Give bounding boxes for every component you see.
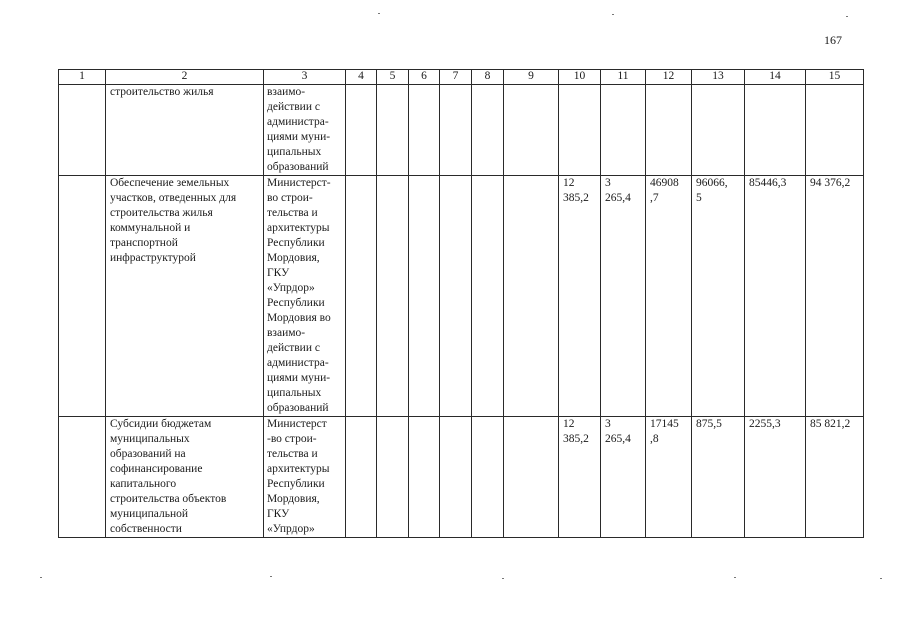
value-cell	[692, 85, 745, 176]
executor-cell: Министерст -во строи- тельства и архитектуры Республики Мордовия, ГКУ «Упрдор»	[264, 417, 346, 538]
table-cell	[346, 176, 377, 417]
value-cell: 17145 ,8	[646, 417, 692, 538]
budget-table	[58, 69, 864, 538]
value-cell	[806, 85, 864, 176]
value-cell	[559, 85, 601, 176]
table-cell	[472, 417, 504, 538]
activity-name-cell: Субсидии бюджетам муниципальных образований на софинансирование капитального строительства объектов муниципальной собственности	[106, 417, 264, 538]
value-cell: 2255,3	[745, 417, 806, 538]
value-cell	[745, 85, 806, 176]
scan-speck	[270, 576, 272, 577]
value-cell: 85446,3	[745, 176, 806, 417]
table-cell	[377, 85, 409, 176]
column-header: 10	[559, 70, 601, 85]
table-row	[59, 85, 864, 176]
scan-speck	[846, 16, 848, 17]
scan-speck	[880, 578, 882, 579]
table-row	[59, 176, 864, 417]
table-cell	[346, 417, 377, 538]
table-cell	[377, 176, 409, 417]
value-cell: 12 385,2	[559, 176, 601, 417]
table-cell	[409, 85, 440, 176]
value-cell: 94 376,2	[806, 176, 864, 417]
table-cell	[346, 85, 377, 176]
scan-speck	[612, 14, 614, 15]
column-header: 2	[106, 70, 264, 85]
column-header: 5	[377, 70, 409, 85]
activity-name-cell: Обеспечение земельных участков, отведенных для строительства жилья коммунальной и транспортной инфраструктурой	[106, 176, 264, 417]
value-cell: 96066, 5	[692, 176, 745, 417]
column-header: 7	[440, 70, 472, 85]
table-cell	[504, 176, 559, 417]
column-header: 11	[601, 70, 646, 85]
column-header: 9	[504, 70, 559, 85]
scan-speck	[378, 13, 380, 14]
executor-cell: взаимо- действии с администра- циями муни- ципальных образований	[264, 85, 346, 176]
value-cell	[601, 85, 646, 176]
value-cell: 3 265,4	[601, 417, 646, 538]
table-cell	[504, 417, 559, 538]
activity-name-cell: строительство жилья	[106, 85, 264, 176]
column-header: 3	[264, 70, 346, 85]
table-cell	[472, 85, 504, 176]
table-cell	[59, 417, 106, 538]
value-cell: 85 821,2	[806, 417, 864, 538]
table-cell	[472, 176, 504, 417]
scan-speck	[734, 577, 736, 578]
column-header: 8	[472, 70, 504, 85]
scan-speck	[502, 578, 504, 579]
table-cell	[440, 176, 472, 417]
table-row	[59, 417, 864, 538]
column-header: 4	[346, 70, 377, 85]
value-cell	[646, 85, 692, 176]
value-cell: 3 265,4	[601, 176, 646, 417]
column-header: 12	[646, 70, 692, 85]
column-header: 14	[745, 70, 806, 85]
column-header: 6	[409, 70, 440, 85]
table-cell	[504, 85, 559, 176]
table-cell	[59, 176, 106, 417]
table-cell	[409, 417, 440, 538]
page-number: 167	[824, 33, 842, 47]
scan-speck	[40, 577, 42, 578]
header-row	[59, 70, 864, 85]
table-cell	[409, 176, 440, 417]
value-cell: 875,5	[692, 417, 745, 538]
table-cell	[59, 85, 106, 176]
table-cell	[440, 417, 472, 538]
column-header: 15	[806, 70, 864, 85]
table-cell	[377, 417, 409, 538]
column-header: 1	[59, 70, 106, 85]
value-cell: 46908 ,7	[646, 176, 692, 417]
value-cell: 12 385,2	[559, 417, 601, 538]
table-cell	[440, 85, 472, 176]
executor-cell: Министерст- во строи- тельства и архитектуры Республики Мордовия, ГКУ «Упрдор» Республики Мордовия во взаимо- действии с администра- циями муни- ципальных образований	[264, 176, 346, 417]
column-header: 13	[692, 70, 745, 85]
